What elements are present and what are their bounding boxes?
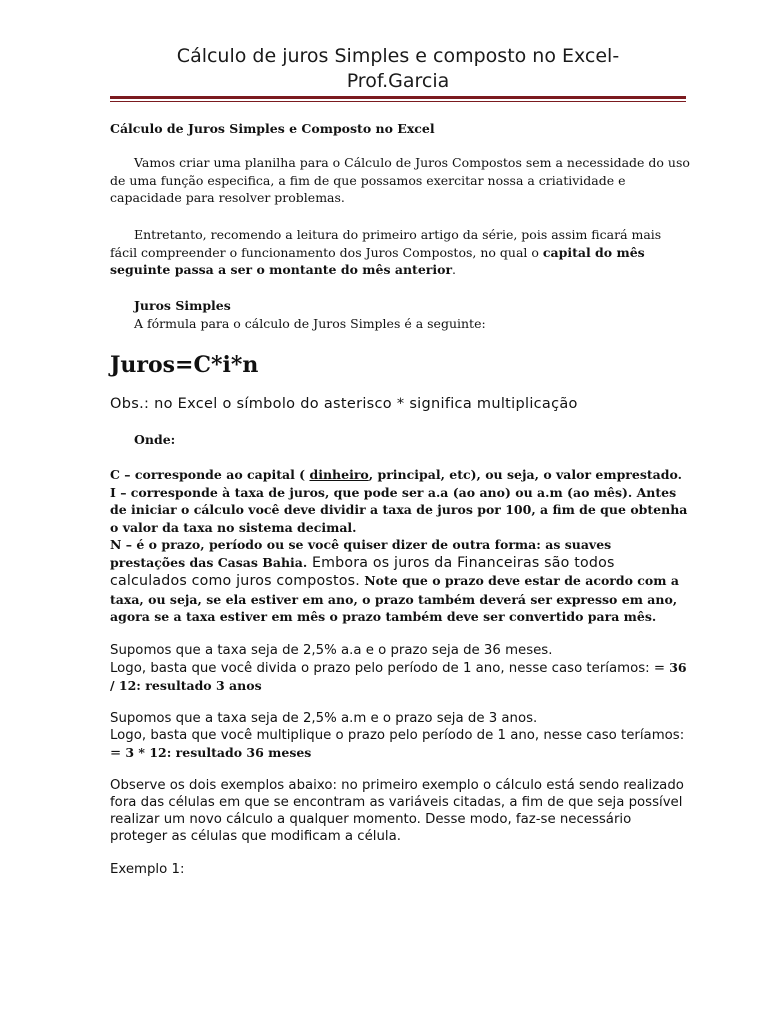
ex1-text: Logo, basta que você divida o prazo pelo período de 1 ano, nesse caso teríamos: = <box>110 661 670 676</box>
c-start: C – corresponde ao capital ( <box>110 467 310 482</box>
definition-i: I – corresponde à taxa de juros, que pode ser a.a (ao ano) ou a.m (ao mês). Antes de iniciar o cálculo você deve dividir a taxa de juros por 100, a fim de que obtenha o valor da taxa no sistema decimal. <box>110 484 688 535</box>
definition-c <box>110 466 690 484</box>
onde-label: Onde: <box>134 432 176 447</box>
definition-n <box>110 536 690 626</box>
para2-bold: capital do mês seguinte passa a ser o montante do mês anterior <box>110 244 645 277</box>
para2-end: . <box>452 262 457 277</box>
n-end: Note que o prazo deve estar de acordo com a taxa, ou seja, se ela estiver em ano, o prazo também deverá ser expresso em ano, agora se a taxa estiver em mês o prazo também deve ser convertido para mês. <box>110 573 679 624</box>
header-rule-thick <box>110 96 686 99</box>
example-monthly <box>110 710 690 762</box>
formula: Juros=C*i*n <box>110 352 259 378</box>
para2-start: Entretanto, recomendo a leitura do primeiro artigo da série, pois assim ficará mais fácil compreender o funcionamento dos Juros Compostos, no qual o <box>110 227 662 260</box>
header-title-line-1: Cálculo de juros Simples e composto no Excel- <box>176 45 620 67</box>
page-header <box>110 44 686 94</box>
example-monthly-line-1: Supomos que a taxa seja de 2,5% a.m e o prazo seja de 3 anos. <box>110 711 538 726</box>
n-mid: Embora os juros da Financeiras são todos calculados como juros compostos. <box>110 554 615 589</box>
variable-definitions <box>110 466 690 626</box>
paragraph-observe: Observe os dois exemplos abaixo: no primeiro exemplo o cálculo está sendo realizado fora das células em que se encontram as variáveis citadas, a fim de que seja possível realizar um novo cálculo a qualquer momento. Desse modo, faz-se necessário proteger as células que modificam a célula. <box>110 778 684 844</box>
paragraph-recommendation <box>110 226 690 279</box>
example-annual-line-1: Supomos que a taxa seja de 2,5% a.a e o prazo seja de 36 meses. <box>110 643 553 658</box>
ex2-text: Logo, basta que você multiplique o prazo pelo período de 1 ano, nesse caso teríamos: = <box>110 728 685 761</box>
example-monthly-line-2 <box>110 727 690 762</box>
ex1-result: 36 / 12: resultado 3 anos <box>110 660 687 693</box>
header-title-line-2: Prof.Garcia <box>346 70 450 92</box>
example-1-label: Exemplo 1: <box>110 862 185 877</box>
ex2-result: 3 * 12: resultado 36 meses <box>125 745 312 760</box>
obs-note: Obs.: no Excel o símbolo do asterisco * significa multiplicação <box>110 396 578 412</box>
n-start: N – é o prazo, período ou se você quiser dizer de outra forma: as suaves prestações das Casas Bahia. <box>110 537 612 570</box>
c-end: , principal, etc), ou seja, o valor emprestado. <box>368 467 682 482</box>
simple-interest-intro: A fórmula para o cálculo de Juros Simples é a seguinte: <box>134 316 486 331</box>
example-annual <box>110 642 690 695</box>
example-annual-line-2 <box>110 659 690 695</box>
simple-interest-heading: Juros Simples <box>134 298 231 313</box>
link-dinheiro[interactable]: dinheiro <box>309 467 369 482</box>
header-rule-thin <box>110 101 686 102</box>
paragraph-intro: Vamos criar uma planilha para o Cálculo de Juros Compostos sem a necessidade do uso de uma função especifica, a fim de que possamos exercitar nossa a criatividade e capacidade para resolver problemas. <box>110 155 690 205</box>
article-heading: Cálculo de Juros Simples e Composto no Excel <box>110 121 435 136</box>
